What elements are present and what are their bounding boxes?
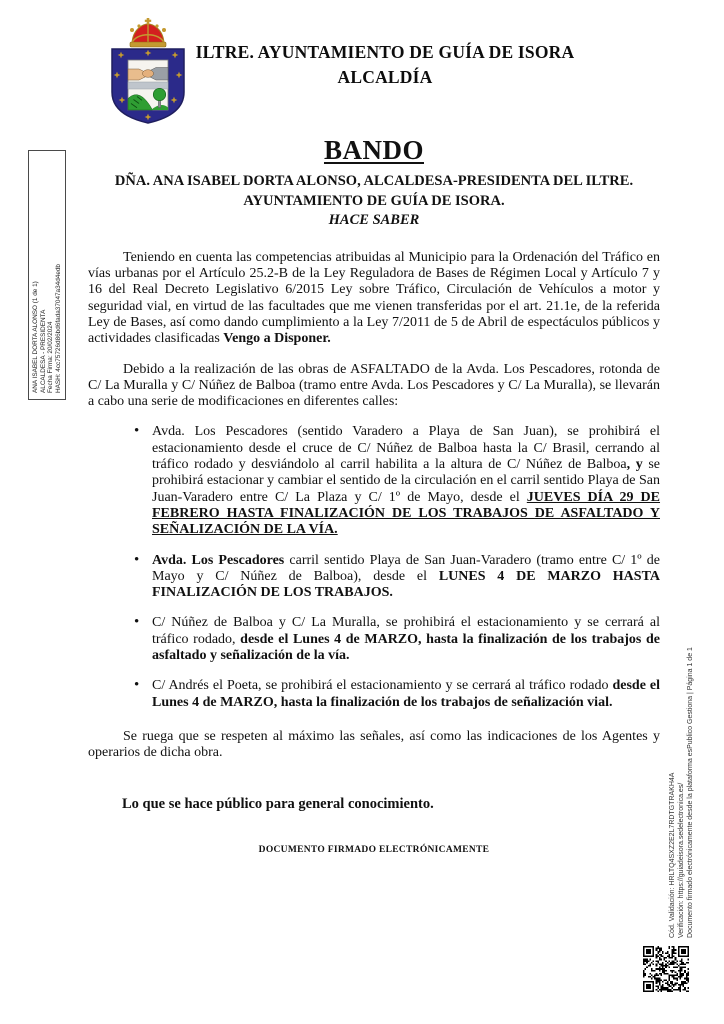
intro-paragraph-1-text: Teniendo en cuenta las competencias atribuidas al Municipio para la Ordenación del Tráfico en vías urbanas por el Artículo 25.2-B de la Ley Reguladora de Bases de Régimen Local y Artículo 7 y 16 del Real Decreto Legislativo 6/2015 Ley sobre Tráfico, Circulación de Vehículos a motor y seguridad vial, en virtud de las facultades que me vienen transferidas por el art. 21.1e, de la referida Ley de Bases, así como dando cumplimiento a la Ley 7/2011 de 5 de Abril de espectáculos públicos y actividades clasificadas: [88, 249, 660, 347]
org-name: ILTRE. AYUNTAMIENTO DE GUÍA DE ISORA: [195, 42, 575, 62]
authority-line-1: DÑA. ANA ISABEL DORTA ALONSO, ALCALDESA-PRESIDENTA DEL ILTRE.: [114, 173, 634, 190]
signer-role: ALCALDESA - PRESIDENTA: [39, 309, 47, 393]
crown-icon: [130, 18, 166, 47]
signature-hash: HASH: 4cc75726d86bd6fada37047a34d4edb: [55, 264, 63, 393]
modifications-list: [88, 424, 660, 710]
vengo-a-disponer: Vengo a Disponer.: [223, 331, 331, 347]
verification-url: Verificación: https://guiadeisora.sedelectronica.es/: [678, 782, 686, 938]
signed-electronically-note: DOCUMENTO FIRMADO ELECTRÓNICAMENTE: [258, 844, 490, 855]
closing-request: Se ruega que se respeten al máximo las señales, así como las indicaciones de los Agentes y operarios de dicha obra.: [88, 728, 660, 761]
signer-name: ANA ISABEL DORTA ALONSO (1 de 1): [32, 281, 39, 393]
hace-saber: HACE SABER: [328, 212, 420, 229]
tree-icon: [153, 88, 165, 100]
signature-date: Fecha Firma: 20/02/2024: [47, 321, 55, 393]
qr-code: [643, 946, 689, 992]
modification-item: • Avda. Los Pescadores carril sentido Playa de San Juan-Varadero (tramo entre C/ 1º de Mayo y C/ Núñez de Balboa), desde el LUNES 4 DE MARZO HASTA FINALIZACIÓN DE LOS TRABAJOS.: [88, 553, 660, 602]
intro-paragraph-2: Debido a la realización de las obras de ASFALTADO de la Avda. Los Pescadores, rotonda de C/ La Muralla y C/ Núñez de Balboa (tramo entre Avda. Los Pescadores y C/ La Muralla), se llevarán a cabo una serie de modificaciones en diferentes calles:: [88, 361, 660, 410]
modification-item: • C/ Andrés el Poeta, se prohibirá el estacionamiento y se cerrará al tráfico rodado desde el Lunes 4 de MARZO, hasta la finalización de los trabajos de señalización vial.: [88, 678, 660, 711]
validation-code: Cód. Validación: HRLTQ4SXZ2E2L7RDTGTRAKH4A: [669, 772, 676, 938]
document-title: BANDO: [323, 135, 424, 165]
public-notice: Lo que se hace público para general conocimiento.: [122, 795, 434, 812]
modification-item: • C/ Núñez de Balboa y C/ La Muralla, se prohibirá el estacionamiento y se cerrará al tráfico rodado, desde el Lunes 4 de MARZO, hasta la finalización de los trabajos de asfaltado y señalización de la vía.: [88, 615, 660, 664]
platform-note: Documento firmado electrónicamente desde la plataforma esPublico Gestiona | Página 1 de 1: [687, 647, 695, 938]
shield: [112, 49, 184, 123]
signature-stamp-left: [28, 150, 66, 400]
org-header: [175, 40, 595, 90]
silver-band: [128, 82, 168, 89]
validation-stamp-right: [668, 628, 714, 938]
modification-item: • Avda. Los Pescadores (sentido Varadero a Playa de San Juan), se prohibirá el estacionamiento desde el cruce de C/ Núñez de Balboa hasta la C/ Brasil, cerrando al tráfico rodado y desviándolo al carril habilita a la altura de C/ Núñez de Balboa, y se prohibirá estacionar y cambiar el sentido de la circulación en el carril sentido Playa de San Juan-Varadero entre C/ La Plaza y C/ 1º de Mayo, desde el JUEVES DÍA 29 DE FEBRERO HASTA FINALIZACIÓN DE LOS TRABAJOS DE ASFALTADO Y SEÑALIZACIÓN DE LA VÍA.: [88, 424, 660, 538]
authority-line-2: AYUNTAMIENTO DE GUÍA DE ISORA.: [243, 192, 505, 209]
org-department: ALCALDÍA: [337, 67, 433, 87]
authority-heading: [88, 172, 660, 231]
document-body: [88, 135, 661, 858]
intro-paragraph-1: [88, 250, 660, 348]
